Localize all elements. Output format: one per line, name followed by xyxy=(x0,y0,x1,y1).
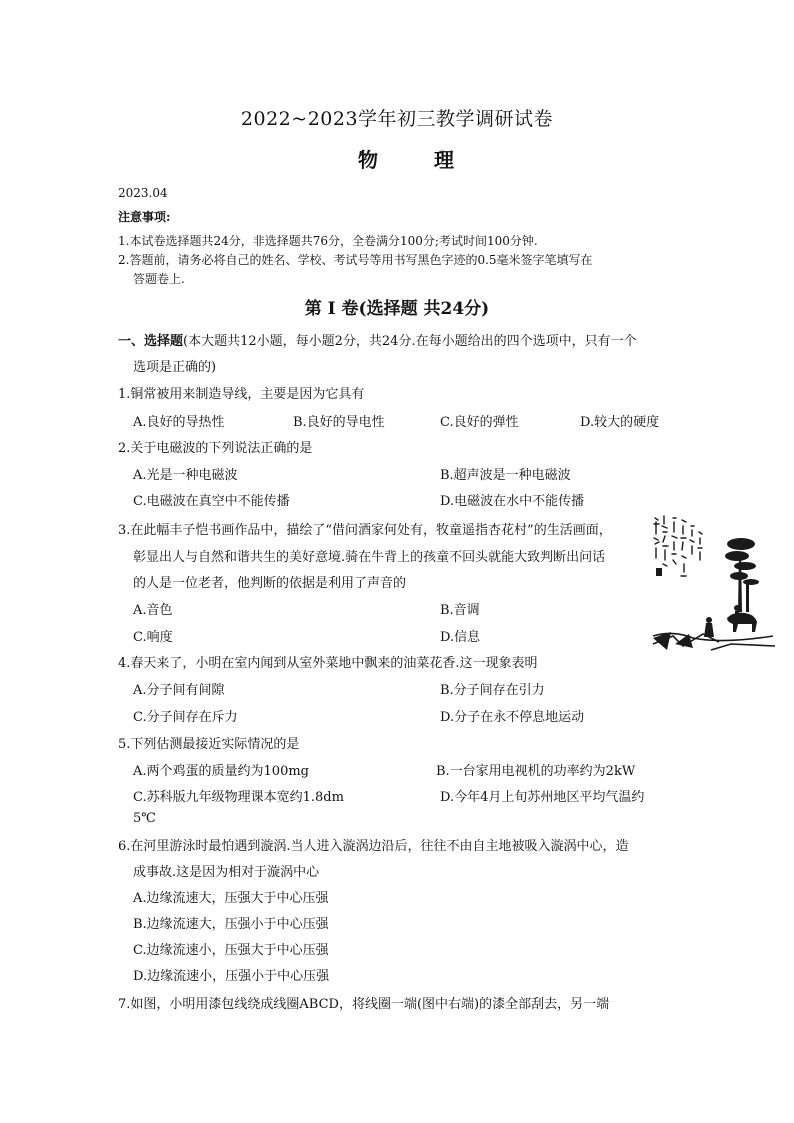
notice-item-2: 2.答题前，请务必将自己的姓名、学校、考试号等用书写黑色字迹的0.5毫米签字笔填写在 xyxy=(118,253,593,267)
question-2-option-a: A.光是一种电磁波 xyxy=(133,468,238,483)
question-5-option-c: C.苏科版九年级物理课本宽约1.8dm xyxy=(133,790,344,805)
question-2-option-c: C.电磁波在真空中不能传播 xyxy=(133,494,290,509)
exam-title: 2022~2023学年初三教学调研试卷 xyxy=(240,108,554,130)
question-6-stem-cont: 成事故.这是因为相对于漩涡中心 xyxy=(133,865,320,880)
question-5-option-b: B.一台家用电视机的功率约为2kW xyxy=(436,764,636,779)
question-2-option-b: B.超声波是一种电磁波 xyxy=(440,468,571,483)
question-3-stem-cont: 彰显出人与自然和谐共生的美好意境.骑在牛背上的孩童不回头就能大致判断出问话 xyxy=(133,550,606,565)
exam-date: 2023.04 xyxy=(118,186,168,200)
section-heading: 第 I 卷(选择题 共24分) xyxy=(304,299,490,319)
notice-item-1: 1.本试卷选择题共24分，非选择题共76分，全卷满分100分;考试时间100分钟. xyxy=(118,234,538,248)
question-4-option-b: B.分子间存在引力 xyxy=(440,683,545,698)
question-5-stem: 5.下列估测最接近实际情况的是 xyxy=(118,737,300,752)
feng-zikai-painting-illustration xyxy=(651,512,775,656)
question-6-stem: 6.在河里游泳时最怕遇到漩涡.当人进入漩涡边沿后，往往不由自主地被吸入漩涡中心，造 xyxy=(118,839,629,854)
question-1-stem: 1.铜常被用来制造导线，主要是因为它具有 xyxy=(118,387,365,402)
question-3-option-b: B.音调 xyxy=(440,603,480,618)
question-5-option-d-cont: 5℃ xyxy=(133,811,156,826)
section-intro xyxy=(118,330,637,349)
section-intro-cont: 选项是正确的) xyxy=(133,360,217,375)
question-2-option-d: D.电磁波在水中不能传播 xyxy=(440,494,585,509)
section-intro-label: 一、选择题 xyxy=(118,334,184,349)
question-4-option-d: D.分子在永不停息地运动 xyxy=(440,710,585,725)
question-1-option-c: C.良好的弹性 xyxy=(440,415,519,430)
question-3-option-a: A.音色 xyxy=(133,603,173,618)
question-6-option-c: C.边缘流速小，压强大于中心压强 xyxy=(133,943,329,958)
question-4-option-a: A.分子间有间隙 xyxy=(133,683,225,698)
question-3-option-c: C.响度 xyxy=(133,630,173,645)
question-3-option-d: D.信息 xyxy=(440,630,481,645)
subject-title: 物 理 xyxy=(358,148,472,172)
section-intro-text: (本大题共12小题，每小题2分，共24分.在每小题给出的四个选项中，只有一个 xyxy=(183,334,637,349)
question-6-option-d: D.边缘流速小，压强小于中心压强 xyxy=(133,969,330,984)
question-4-stem: 4.春天来了，小明在室内闻到从室外菜地中飘来的油菜花香.这一现象表明 xyxy=(118,656,538,671)
question-6-option-a: A.边缘流速大，压强大于中心压强 xyxy=(133,891,329,906)
question-2-stem: 2.关于电磁波的下列说法正确的是 xyxy=(118,441,313,456)
question-3-stem: 3.在此幅丰子恺书画作品中，描绘了“借问酒家何处有，牧童遥指杏花村”的生活画面， xyxy=(118,523,612,538)
question-5-option-d: D.今年4月上旬苏州地区平均气温约 xyxy=(440,790,645,805)
question-3-stem-cont-2: 的人是一位老者，他判断的依据是利用了声音的 xyxy=(133,576,407,591)
notice-label: 注意事项: xyxy=(118,210,171,224)
question-1-option-a: A.良好的导热性 xyxy=(133,415,225,430)
seal-stamp xyxy=(656,568,662,576)
question-4-option-c: C.分子间存在斥力 xyxy=(133,710,238,725)
question-1-option-d: D.较大的硬度 xyxy=(580,415,660,430)
question-5-option-a: A.两个鸡蛋的质量约为100mg xyxy=(133,764,309,779)
question-1-option-b: B.良好的导电性 xyxy=(293,415,385,430)
notice-item-2-cont: 答题卷上. xyxy=(133,272,185,286)
question-7-stem: 7.如图，小明用漆包线绕成线圈ABCD，将线圈一端(图中右端)的漆全部刮去，另一端 xyxy=(118,997,610,1012)
question-6-option-b: B.边缘流速大，压强小于中心压强 xyxy=(133,917,329,932)
